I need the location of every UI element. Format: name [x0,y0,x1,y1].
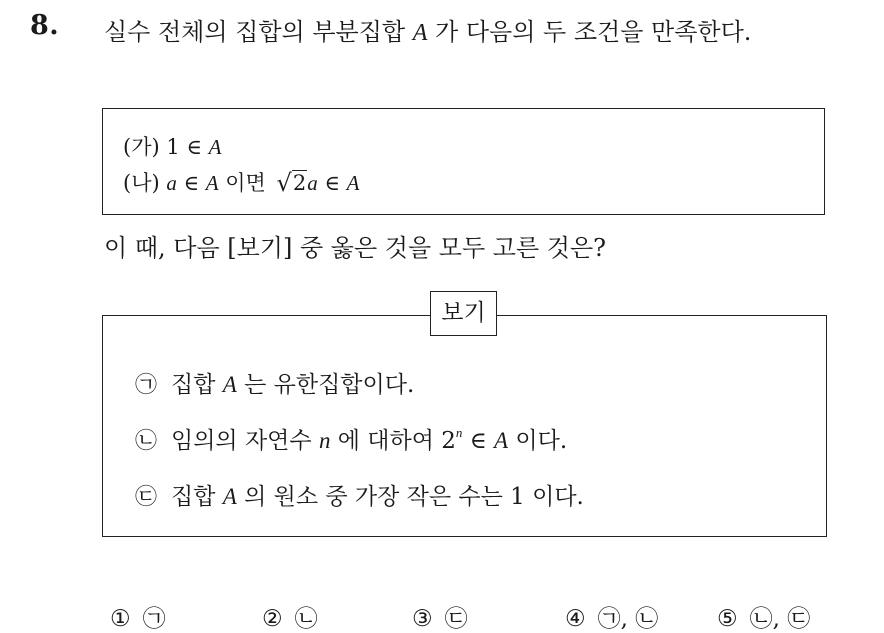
condition-variable: A [346,171,360,195]
bogi-variable: A [494,428,509,453]
choice-text: ㉠, ㉡ [597,606,659,632]
condition-ga [123,131,221,161]
bogi-item [135,478,584,511]
bogi-mark: ㉢ [135,485,158,510]
choice-number: ⑤ [717,606,738,632]
condition-variable: A [205,171,219,195]
bogi-text: 이다. [508,428,568,454]
condition-variable: a [166,171,177,195]
stem-text-pre: 실수 전체의 집합의 부분집합 [104,18,413,46]
choice-number: ③ [412,606,433,632]
element-of-symbol: ∈ [176,171,206,195]
bogi-mark: ㉡ [135,429,158,454]
condition-variable: A [208,135,222,159]
bogi-variable: n [318,428,331,453]
answer-choice-5[interactable] [717,600,810,633]
bogi-text: 는 유한집합이다. [236,372,415,398]
bogi-item [135,422,567,455]
condition-label: (가) [123,135,160,159]
sub-question: 이 때, 다음 [보기] 중 옳은 것을 모두 고른 것은? [104,234,607,262]
condition-variable: a [307,171,318,195]
conditions-box [102,108,825,215]
choice-text: ㉠ [142,606,166,632]
square-root [277,168,308,196]
choice-text: ㉡ [294,606,318,632]
radical-sign-icon: √ [276,169,292,197]
choice-number: ④ [565,606,586,632]
bogi-text: 임의의 자연수 [171,428,319,454]
choice-text: ㉢ [444,606,468,632]
element-of-symbol: ∈ [317,171,347,195]
answer-choice-3[interactable] [412,600,468,633]
stem-text-post: 가 다음의 두 조건을 만족한다. [427,18,752,46]
bogi-exponent: n [455,425,463,441]
choice-text: ㉡, ㉢ [749,606,811,632]
answer-choice-2[interactable] [262,600,318,633]
answer-choice-1[interactable] [110,600,166,633]
bogi-text: 에 대하여 2 [330,428,456,454]
bogi-tag: 보기 [430,291,497,336]
condition-na [123,167,359,197]
bogi-text: 집합 [171,484,223,510]
bogi-mark: ㉠ [135,373,158,398]
stem-variable: A [412,20,428,46]
bogi-item [135,366,414,399]
condition-connector: 이면 [218,171,273,195]
element-of-symbol: ∈ [462,428,495,454]
bogi-text: 의 원소 중 가장 작은 수는 1 이다. [236,484,584,510]
answer-choice-4[interactable] [565,600,658,633]
bogi-variable: A [222,484,237,509]
condition-label: (나) [123,171,160,195]
question-stem [104,12,751,47]
choice-number: ① [110,606,131,632]
bogi-text: 집합 [171,372,223,398]
bogi-variable: A [222,372,237,397]
choice-number: ② [262,606,283,632]
radicand: 2 [292,171,307,195]
question-number: 8. [30,10,60,41]
bogi-box [102,315,827,537]
condition-lhs: 1 ∈ [166,135,209,159]
